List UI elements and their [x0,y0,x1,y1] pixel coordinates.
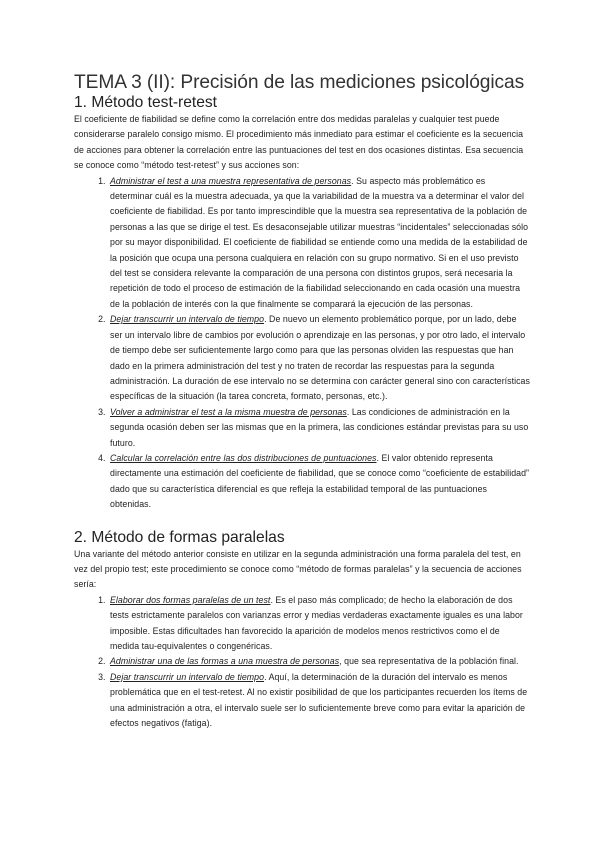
step-lead: Administrar una de las formas a una muestra de personas [110,656,340,667]
list-item [108,174,530,313]
step-lead: Dejar transcurrir un intervalo de tiempo [110,671,265,682]
step-text: . Las condiciones de administración en la segunda ocasión deben ser las mismas que en la primera, las condiciones estándar previstas para su uso futuro. [110,406,529,448]
document-content [74,72,530,731]
list-item [108,451,530,513]
document-title: TEMA 3 (II): Precisión de las mediciones psicológicas [74,72,525,93]
step-lead: Administrar el test a una muestra representativa de personas [110,175,352,186]
step-lead: Volver a administrar el test a la misma muestra de personas [110,406,347,417]
list-item [108,312,530,404]
step-text: . Es el paso más complicado; de hecho la elaboración de dos tests estrictamente paralelos con varianzas error y medias verdaderas exactamente iguales es una labor imposible. Estas dificultades han favorecido la aparición de modelos menos restrictivos como el de medida tau-equivalentes o congenéricas. [110,594,523,651]
section-heading-formas-paralelas: 2. Método de formas paralelas [74,528,285,546]
section-heading-test-retest: 1. Método test-retest [74,94,218,111]
section-intro-test-retest: El coeficiente de fiabilidad se define como la correlación entre dos medidas paralelas y cualquier test puede considerarse paralelo consigo mismo. El procedimiento más inmediato para estimar el coeficiente es la secuencia de acciones para obtener la correlación entre las puntuaciones del test en dos ocasiones distintas. Esa secuencia se conoce como “método test-retest” y sus acciones son: [74,114,524,171]
step-text: . Su aspecto más problemático es determinar cuál es la muestra adecuada, ya que la variabilidad de la muestra va a determinar el valor del coeficiente de fiabilidad. Es por tanto imprescindible que la muestra sea representativa de la población de personas a las que se dirige el test. Es desaconsejable utilizar muestras “incidentales” seleccionadas sólo por su mayor disponibilidad. El coeficiente de fiabilidad se entiende como una medida de la estabilidad de la posición que ocupa una persona cualquiera en relación con su grupo normativo. Si en el uso previsto del test se considera relevante la comparación de una persona con distintos grupos, será necesaria la repetición de todo el proceso de estimación de la fiabilidad seleccionando en cada ocasión una muestra de la población de interés con la que finalmente se comparará la ejecución de las personas. [110,175,529,309]
steps-list-formas-paralelas [74,593,530,732]
step-text: . Aquí, la determinación de la duración del intervalo es menos problemática que en el test-retest. Al no existir posibilidad de que los participantes recuerden los ítems de una administración a otra, el intervalo suele ser lo suficientemente breve como para evitar la aparición de efectos negativos (fatiga). [110,671,528,729]
step-text: , que sea representativa de la población final. [339,656,519,667]
step-lead: Calcular la correlación entre las dos distribuciones de puntuaciones [110,452,377,463]
list-item [108,654,530,669]
section-intro-formas-paralelas: Una variante del método anterior consiste en utilizar en la segunda administración una forma paralela del test, en vez del propio test; este procedimiento se conoce como “método de formas paralelas” y la secuencia de acciones sería: [74,548,522,590]
list-item [108,670,530,732]
step-lead: Elaborar dos formas paralelas de un test [110,594,271,605]
list-item [108,405,530,451]
step-lead: Dejar transcurrir un intervalo de tiempo [110,314,265,325]
step-text: . El valor obtenido representa directamente una estimación del coeficiente de fiabilidad, que se conoce como “coeficiente de estabilidad” dado que su característica diferencial es que refleja la estabilidad temporal de las puntuaciones obtenidas. [110,452,530,510]
step-text: . De nuevo un elemento problemático porque, por un lado, debe ser un intervalo libre de cambios por evolución o aprendizaje en las personas, y por otro lado, el intervalo de tiempo debe ser suficientemente largo como para que las personas olviden las respuestas que han dado en la primera administración del test y no traten de recordar las respuestas para la segunda administración. La duración de ese intervalo no se determina con carácter general sino con características específicas de la situación (la tarea concreta, formato, personas, etc.). [110,314,530,402]
steps-list-test-retest [74,174,530,513]
list-item [108,593,530,655]
